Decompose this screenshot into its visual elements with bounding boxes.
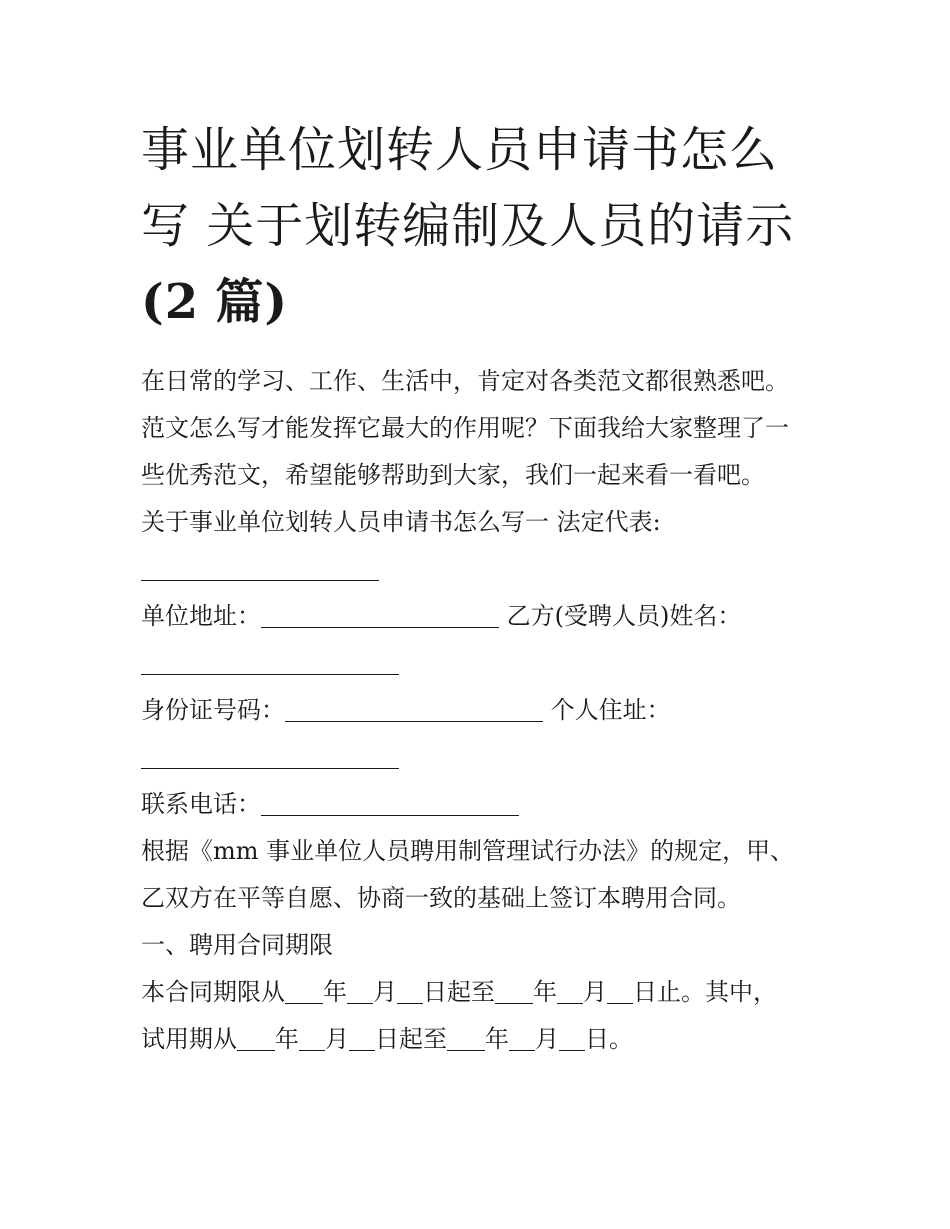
probation-from-label: 试用期从 [141, 1025, 237, 1053]
probation-start-day-blank [349, 1024, 375, 1051]
intro-line-2: 范文怎么写才能发挥它最大的作用呢？下面我给大家整理了一 [141, 414, 789, 442]
party-b-name-blank [141, 648, 399, 675]
document-body [141, 358, 821, 1063]
basis-line-2: 乙双方在平等自愿、协商一致的基础上签订本聘用合同。 [141, 884, 741, 912]
probation-end-month-blank [509, 1024, 535, 1051]
title-line-2: 写 关于划转编制及人员的请示 [141, 198, 795, 254]
clause-1-term-line [141, 969, 821, 1016]
month-label: 月 [535, 1025, 559, 1053]
start-year-blank [285, 977, 323, 1004]
start-day-blank [397, 977, 423, 1004]
year-label: 年 [323, 978, 347, 1006]
phone-row [141, 781, 821, 828]
legal-rep-blank [141, 554, 379, 581]
section-heading: 关于事业单位划转人员申请书怎么写一 法定代表: [141, 508, 661, 536]
year-label: 年 [485, 1025, 509, 1053]
address-name-row [141, 593, 821, 640]
phone-blank [261, 789, 519, 816]
end-month-blank [557, 977, 583, 1004]
party-b-name-label: 乙方(受聘人员)姓名： [506, 602, 742, 630]
term-end-label: 日止。其中， [633, 978, 777, 1006]
personal-address-blank [141, 742, 399, 769]
document-page [141, 112, 821, 1063]
id-number-blank [285, 695, 543, 722]
title-line-1: 事业单位划转人员申请书怎么 [141, 122, 779, 178]
day-from-label: 日起至 [423, 978, 495, 1006]
year-label: 年 [275, 1025, 299, 1053]
end-day-blank [607, 977, 633, 1004]
probation-end-day-blank [559, 1024, 585, 1051]
intro-line-1: 在日常的学习、工作、生活中，肯定对各类范文都很熟悉吧。 [141, 367, 789, 395]
start-month-blank [347, 977, 373, 1004]
legal-rep-blank-row [141, 546, 821, 593]
document-title [141, 112, 821, 340]
personal-address-blank-row [141, 734, 821, 781]
title-count: (2 [141, 274, 200, 330]
id-number-label: 身份证号码： [141, 696, 285, 724]
unit-address-blank [261, 601, 499, 628]
year-label: 年 [533, 978, 557, 1006]
phone-label: 联系电话： [141, 790, 261, 818]
title-count-suffix: 篇) [215, 274, 289, 330]
month-label: 月 [325, 1025, 349, 1053]
id-address-row [141, 687, 821, 734]
probation-start-month-blank [299, 1024, 325, 1051]
title-line-3 [141, 264, 821, 340]
clause-1-heading: 一、聘用合同期限 [141, 931, 333, 959]
probation-end-year-blank [447, 1024, 485, 1051]
month-label: 月 [373, 978, 397, 1006]
basis-line-1: 根据《mm 事业单位人员聘用制管理试行办法》的规定，甲、 [141, 837, 795, 865]
unit-address-label: 单位地址： [141, 602, 261, 630]
personal-address-label: 个人住址： [550, 696, 671, 724]
end-year-blank [495, 977, 533, 1004]
probation-start-year-blank [237, 1024, 275, 1051]
term-from-label: 本合同期限从 [141, 978, 285, 1006]
intro-line-3: 些优秀范文，希望能够帮助到大家，我们一起来看一看吧。 [141, 461, 765, 489]
day-from-label: 日起至 [375, 1025, 447, 1053]
month-label: 月 [583, 978, 607, 1006]
clause-1-probation-line [141, 1016, 821, 1063]
probation-end-label: 日。 [585, 1025, 633, 1053]
party-b-name-blank-row [141, 640, 821, 687]
